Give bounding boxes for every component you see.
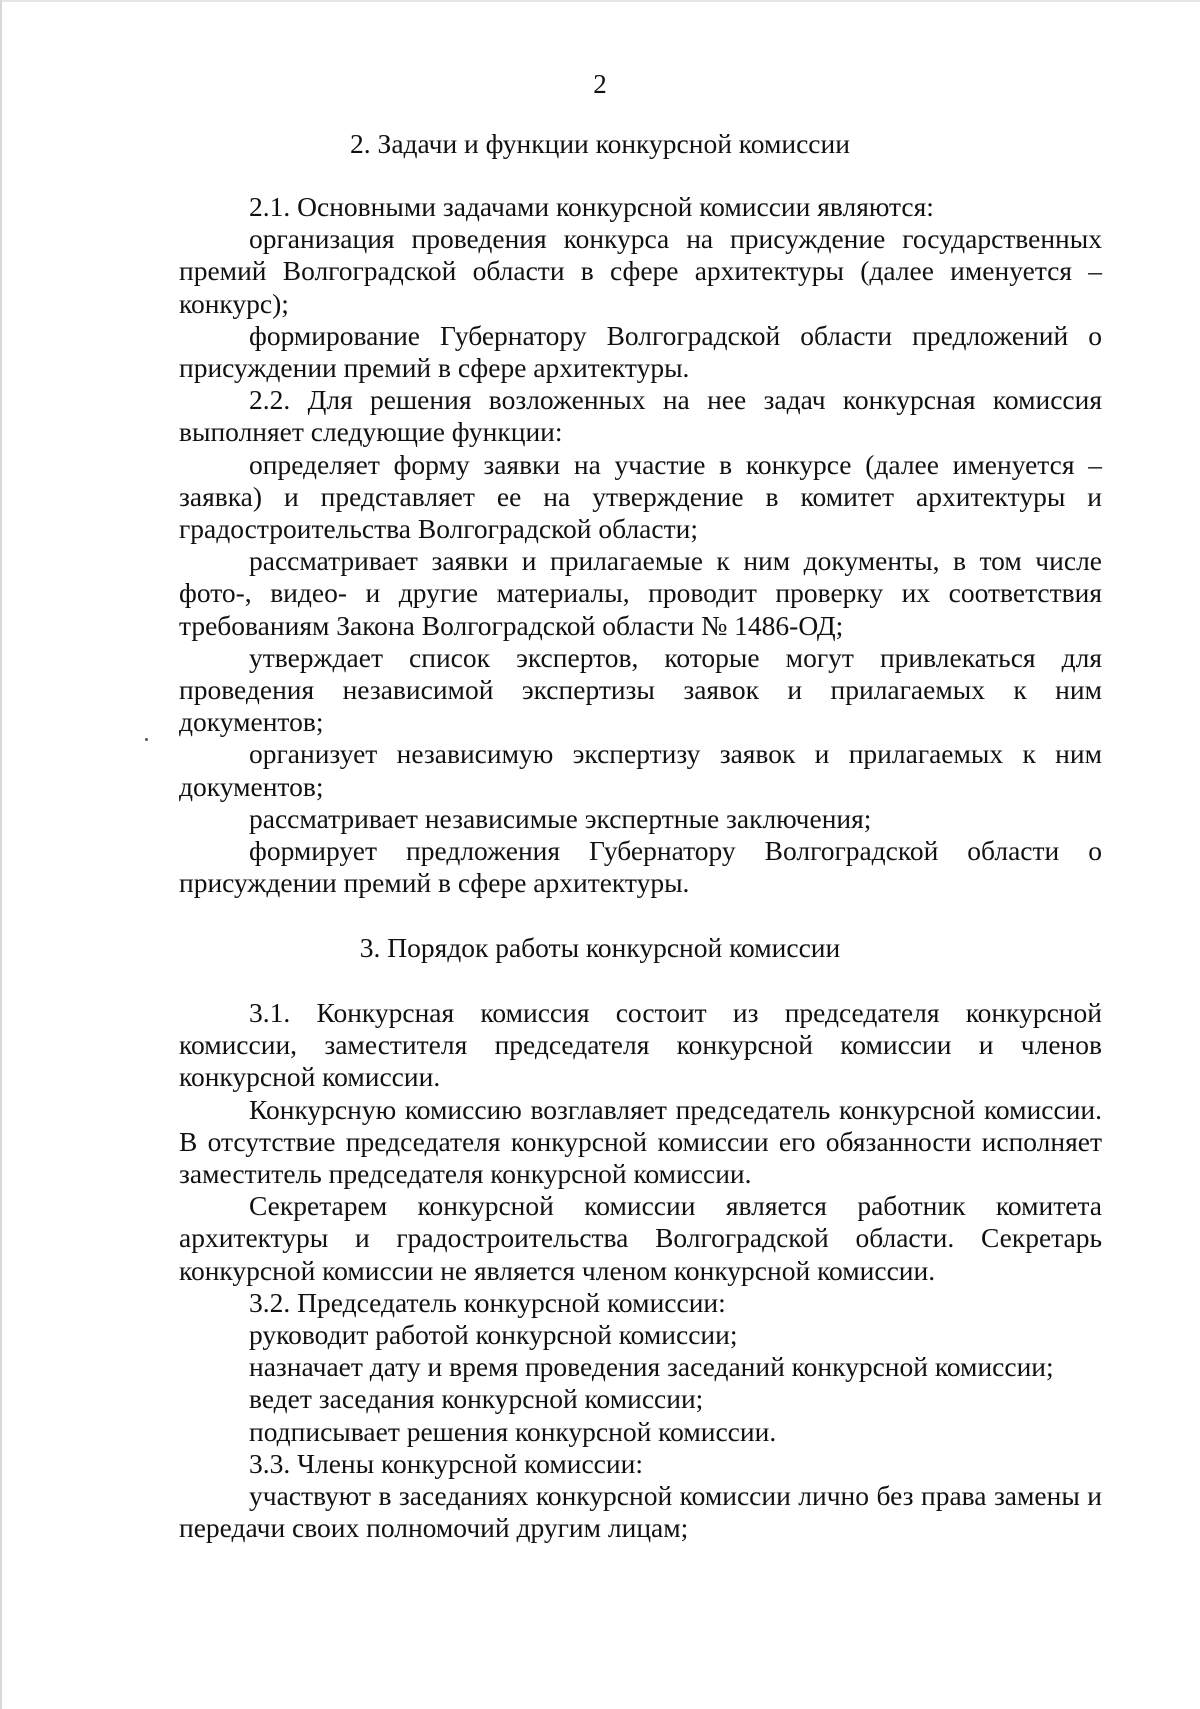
paragraph-3-3: 3.3. Члены конкурсной комиссии:: [249, 1447, 643, 1479]
paragraph-3-1-secretary: Секретарем конкурсной комиссии является работник комитета архитектуры и градостроительства Волгоградской области. Секретарь конкурсной комиссии не является членом конкурсной комиссии.: [179, 1190, 1102, 1286]
page-number: 2: [593, 69, 607, 99]
paragraph-2-2-function-3: утверждает список экспертов, которые могут привлекаться для проведения независимой экспертизы заявок и прилагаемых к ним документов;: [179, 641, 1102, 738]
paragraph-2-2-function-1: определяет форму заявки на участие в конкурсе (далее именуется – заявка) и представляет ее на утверждение в комитет архитектуры и градостроительства Волгоградской области;: [179, 448, 1102, 545]
paragraph-3-2: 3.2. Председатель конкурсной комиссии:: [249, 1286, 726, 1318]
paragraph-2-1: 2.1. Основными задачами конкурсной комиссии являются:: [249, 191, 934, 222]
paragraph-2-2-function-5: рассматривает независимые экспертные заключения;: [249, 802, 872, 834]
section-3-body: [179, 997, 1102, 1544]
scan-speck: [145, 738, 148, 741]
paragraph-2-1-task-2: формирование Губернатору Волгоградской области предложений о присуждении премий в сфере архитектуры.: [179, 319, 1102, 384]
paragraph-2-2: 2.2. Для решения возложенных на нее задач конкурсная комиссия выполняет следующие функции:: [179, 384, 1102, 448]
paragraph-3-1-chair: Конкурсную комиссию возглавляет председатель конкурсной комиссии. В отсутствие председателя конкурсной комиссии его обязанности исполняет заместитель председателя конкурсной комиссии.: [179, 1093, 1102, 1190]
paragraph-2-2-function-4: организует независимую экспертизу заявок и прилагаемых к ним документов;: [179, 738, 1102, 802]
paragraph-2-2-function-6: формирует предложения Губернатору Волгоградской области о присуждении премий в сфере архитектуры.: [179, 835, 1102, 899]
scan-edge-top: [0, 0, 1200, 2]
paragraph-2-1-task-1: организация проведения конкурса на присуждение государственных премий Волгоградской области в сфере архитектуры (далее именуется – конкурс);: [179, 223, 1102, 319]
scan-edge-left: [0, 0, 2, 1709]
section-2-heading: 2. Задачи и функции конкурсной комиссии: [350, 128, 850, 159]
section-3-heading: 3. Порядок работы конкурсной комиссии: [359, 932, 841, 963]
section-2-body: [179, 191, 1102, 899]
paragraph-3-2-duty-2: назначает дату и время проведения заседаний конкурсной комиссии;: [249, 1351, 1054, 1383]
paragraph-3-1: 3.1. Конкурсная комиссия состоит из председателя конкурсной комиссии, заместителя председателя конкурсной комиссии и членов конкурсной комиссии.: [179, 997, 1102, 1093]
paragraph-3-2-duty-1: руководит работой конкурсной комиссии;: [249, 1319, 738, 1351]
paragraph-3-2-duty-3: ведет заседания конкурсной комиссии;: [249, 1383, 704, 1415]
paragraph-3-3-duty-1: участвуют в заседаниях конкурсной комиссии лично без права замены и передачи своих полномочий другим лицам;: [179, 1480, 1102, 1544]
paragraph-2-2-function-2: рассматривает заявки и прилагаемые к ним документы, в том числе фото-, видео- и другие материалы, проводит проверку их соответствия требованиям Закона Волгоградской области № 1486-ОД;: [179, 545, 1102, 641]
paragraph-3-2-duty-4: подписывает решения конкурсной комиссии.: [249, 1415, 777, 1447]
